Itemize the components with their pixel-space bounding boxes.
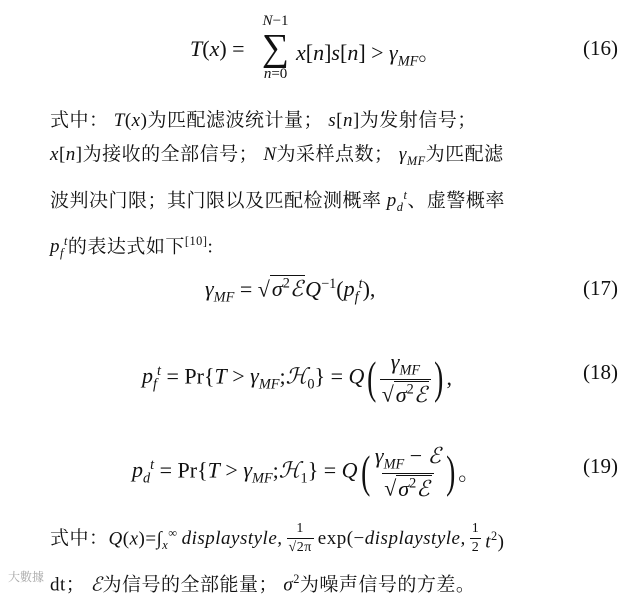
para1-line3: 波判决门限；其门限以及匹配检测概率 $p_d^t$、虚警概率 — [50, 187, 505, 214]
equation-19: $p_d^t = Pr\{T$ > $\gamma_{MF};ℋ_1\} = Q$ ( $\frac{\gamma_{MF} - ℰ}{√\sigma^2ℰ}$ ) 。 (19) — [132, 443, 618, 501]
equation-18: $p_f^t = Pr\{T$ > $\gamma_{MF};ℋ_0\} = Q$ ( $\frac{\gamma_{MF}}{√\sigma^2ℰ}$ ) , (18) — [142, 349, 618, 407]
eq16-tail: 。 — [418, 40, 441, 65]
eq16-number: (16) — [583, 36, 618, 60]
eq18-number: (18) — [583, 360, 618, 384]
paragraph-1 — [50, 104, 616, 270]
eq19-number: (19) — [583, 454, 618, 478]
equation-16: T(x) = N−1 ∑ n=0 $x[n]s[n] > \gamma_{MF}$。 (16) — [190, 13, 618, 82]
para1-line1: 式中： T(x)为匹配滤波统计量； s[n]为发射信号； — [50, 110, 477, 131]
citation: [10] — [184, 233, 208, 248]
eq19-tail: 。 — [458, 460, 481, 486]
para1-line4: $p_f^t$的表达式如下[10]: — [50, 233, 214, 261]
watermark-logo: 大數據 — [8, 570, 45, 584]
eq17-number: (17) — [583, 276, 618, 300]
equation-17: $\gamma_{MF}$ = $√\sigma^2ℰQ^{-1}(p_f^t)$, (17) — [205, 276, 618, 306]
para2-line2: dt； ℰ为信号的全部能量； $\sigma^2$为噪声信号的方差。 — [50, 572, 476, 596]
paragraph-2 — [50, 516, 616, 602]
para2-line1: 式中： $Q(x)=\int_x^\infty$ displaystyle, $\frac{1}{√2\pi}$ exp(− displaystyle, $\frac{1}{2}$ $t^2$) — [50, 521, 505, 556]
para1-line2: x[n]为接收的全部信号； N为采样点数； $\gamma_{MF}$为匹配滤 — [50, 144, 504, 168]
